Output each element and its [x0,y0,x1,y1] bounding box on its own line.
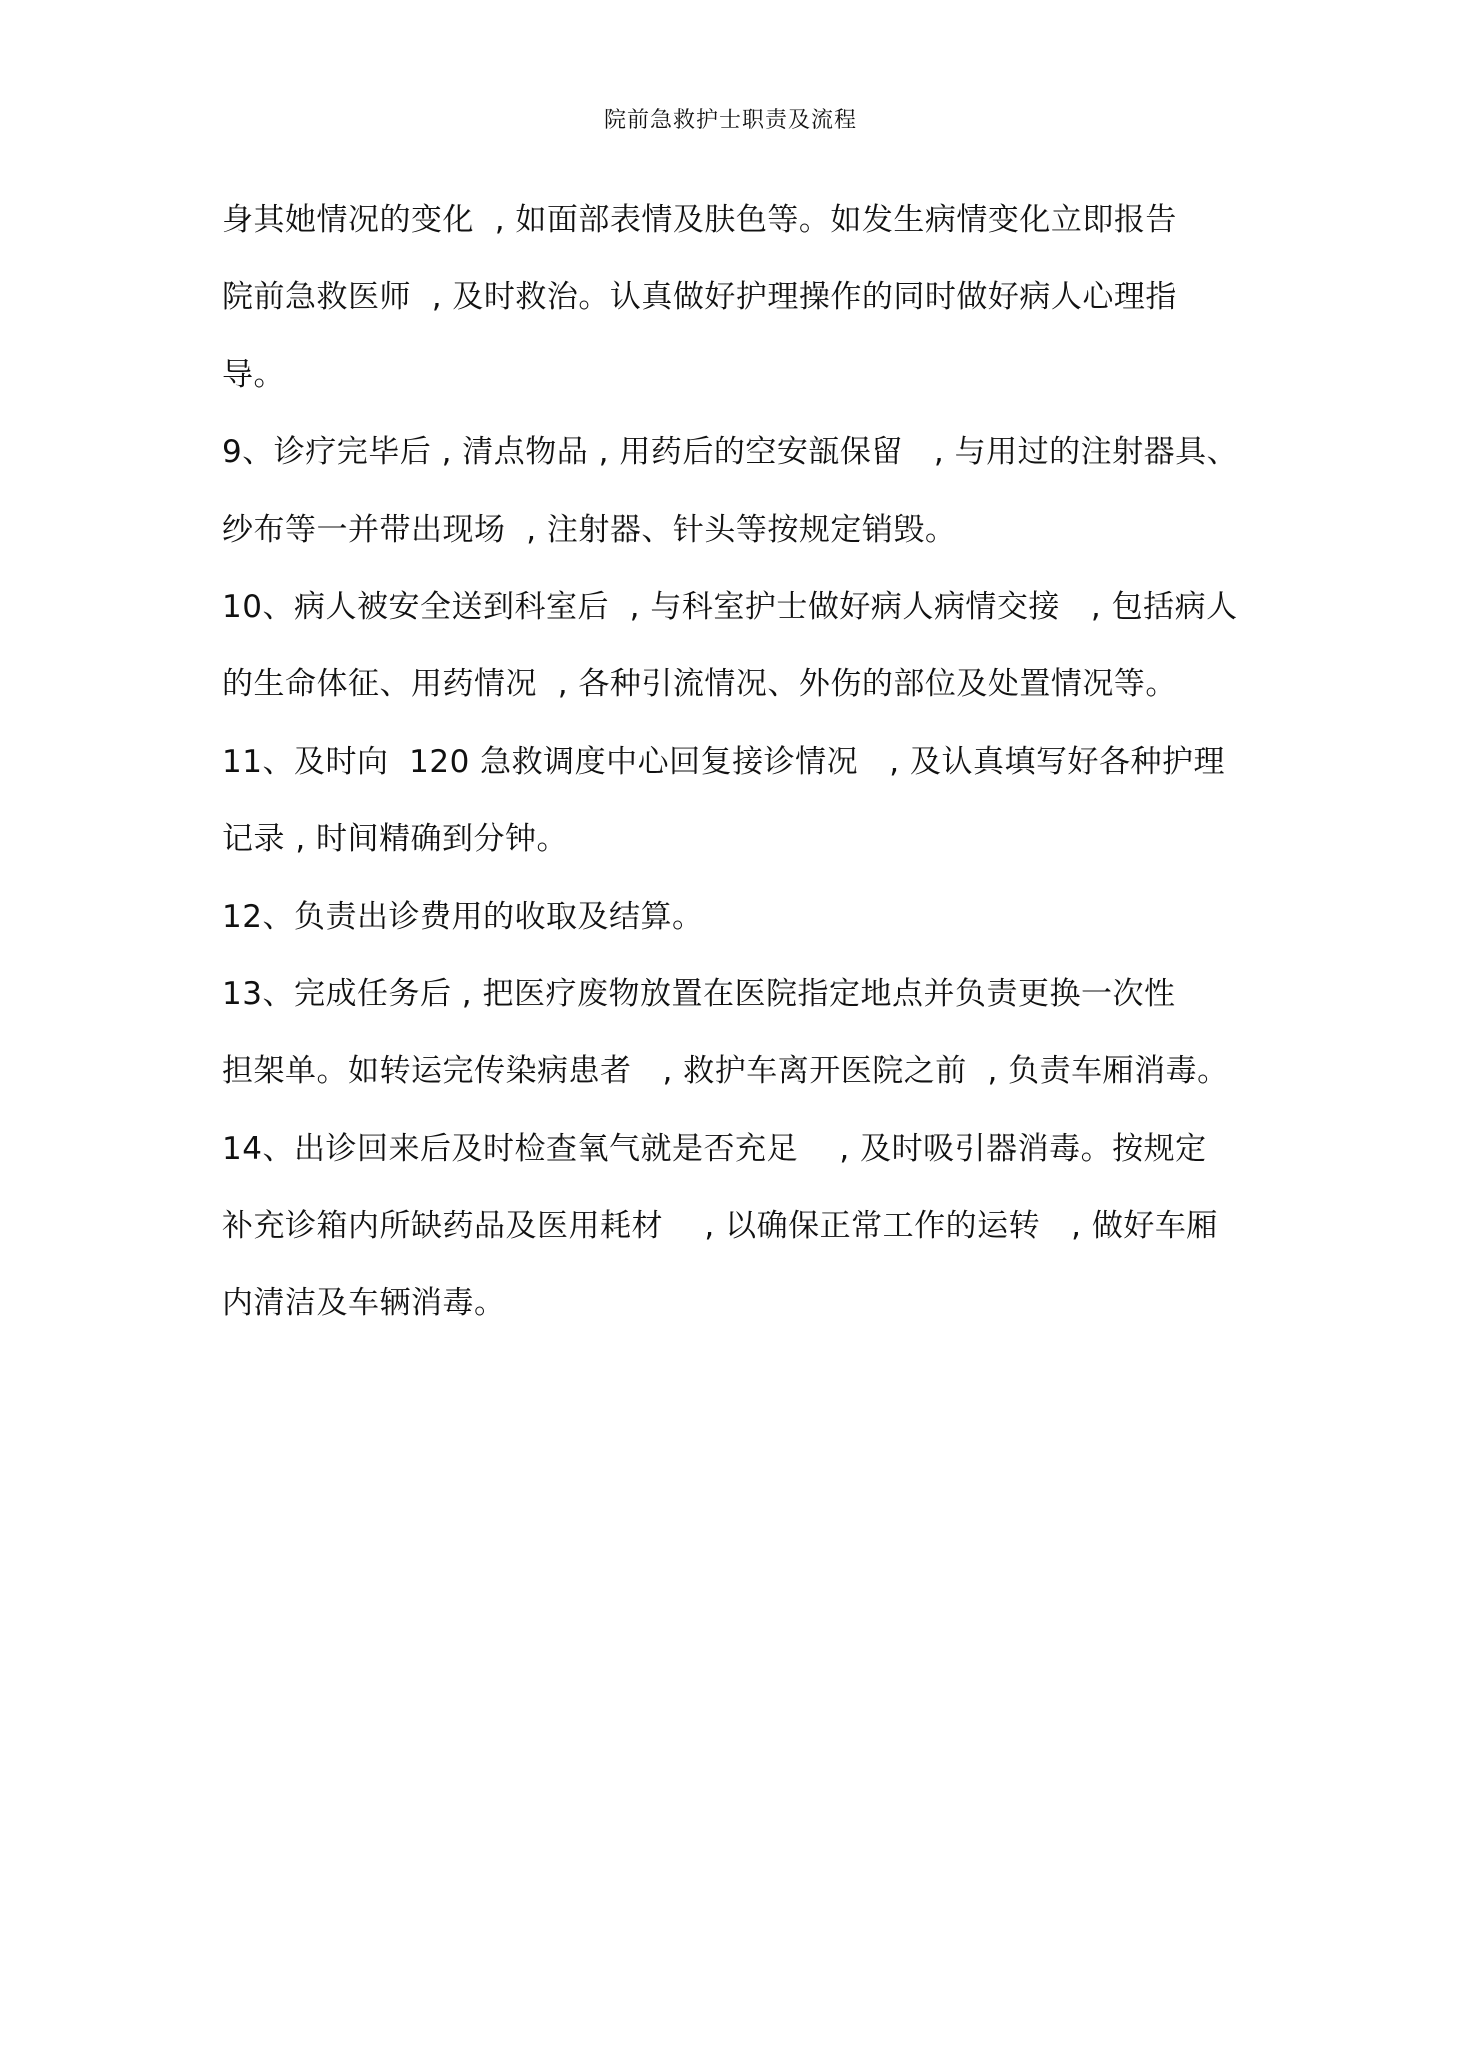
text-line: 补充诊箱内所缺药品及医用耗材 , 以确保正常工作的运转 , 做好车厢 [222,1208,1218,1245]
text-line: 身其她情况的变化 , 如面部表情及肤色等。如发生病情变化立即报告 [222,202,1177,238]
text-line: 记录 , 时间精确到分钟。 [222,821,569,858]
text-line: 14、出诊回来后及时检查氧气就是否充足 , 及时吸引器消毒。按规定 [222,1130,1207,1167]
text-line: 导。 [222,356,285,393]
text-line: 10、病人被安全送到科室后 , 与科室护士做好病人病情交接 , 包括病人 [222,588,1238,625]
text-line: 13、完成任务后 , 把医疗废物放置在医院指定地点并负责更换一次性 [222,975,1176,1012]
text-line: 担架单。如转运完传染病患者 , 救护车离开医院之前 , 负责车厢消毒。 [222,1053,1229,1090]
document-body [222,190,1262,1351]
text-line: 9、诊疗完毕后 , 清点物品 , 用药后的空安瓿保留 , 与用过的注射器具、 [222,434,1239,471]
text-line: 纱布等一并带出现场 , 注射器、针头等按规定销毁。 [222,511,957,548]
text-line: 院前急救医师 , 及时救治。认真做好护理操作的同时做好病人心理指 [222,279,1177,316]
text-line: 12、负责出诊费用的收取及结算。 [222,898,704,935]
text-line: 11、及时向 120 急救调度中心回复接诊情况 , 及认真填写好各种护理 [222,743,1225,780]
text-line: 的生命体征、用药情况 , 各种引流情况、外伤的部位及处置情况等。 [222,666,1177,703]
text-line: 内清洁及车辆消毒。 [222,1285,506,1322]
page-header: 院前急救护士职责及流程 [603,108,857,133]
